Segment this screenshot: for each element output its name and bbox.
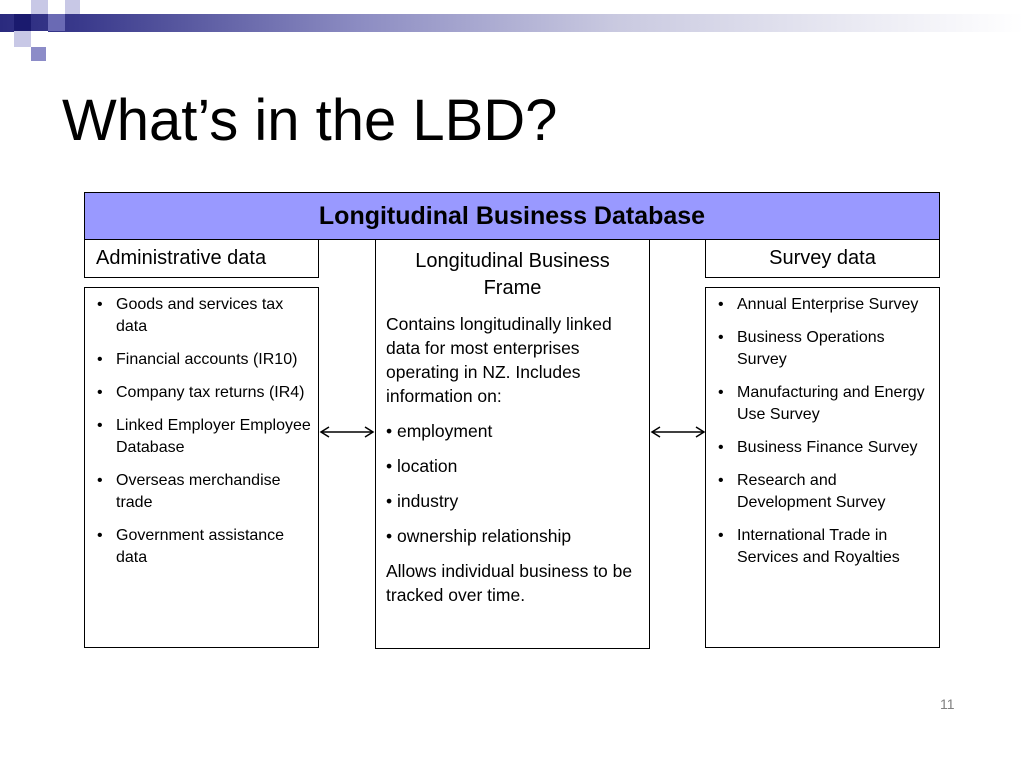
list-item: • Company tax returns (IR4) xyxy=(95,382,312,404)
double-arrow-right xyxy=(650,425,706,439)
list-item: • Annual Enterprise Survey xyxy=(716,294,933,316)
frame-point: • location xyxy=(386,456,458,476)
survey-data-list xyxy=(716,294,933,569)
decor-square xyxy=(48,14,65,31)
database-header: Longitudinal Business Database xyxy=(84,192,940,240)
decor-square xyxy=(14,14,31,31)
admin-data-list xyxy=(95,294,312,569)
frame-intro: Contains longitudinally linked data for most enterprises operating in NZ. Includes information on: xyxy=(386,314,612,406)
list-item: • International Trade in Services and Royalties xyxy=(716,525,933,569)
frame-point: • employment xyxy=(386,421,493,441)
frame-point: • ownership relationship xyxy=(386,526,572,546)
decor-square xyxy=(31,31,48,47)
decor-square xyxy=(31,0,48,14)
list-item: • Goods and services tax data xyxy=(95,294,312,338)
list-item: • Business Operations Survey xyxy=(716,327,933,371)
list-item: • Overseas merchandise trade xyxy=(95,470,312,514)
decor-square xyxy=(31,47,46,61)
list-item: • Government assistance data xyxy=(95,525,312,569)
frame-outro: Allows individual business to be tracked over time. xyxy=(386,561,633,605)
list-item: • Research and Development Survey xyxy=(716,470,933,514)
double-arrow-left xyxy=(319,425,375,439)
list-item: • Linked Employer Employee Database xyxy=(95,415,312,459)
header-gradient-band xyxy=(0,14,1024,32)
survey-data-heading: Survey data xyxy=(705,239,940,278)
survey-data-list-box xyxy=(705,287,940,648)
business-frame-title: Longitudinal Business Frame xyxy=(415,250,610,299)
list-item: • Financial accounts (IR10) xyxy=(95,349,312,371)
slide-title: What’s in the LBD? xyxy=(62,88,558,153)
page-number: 11 xyxy=(940,696,955,712)
decor-square xyxy=(65,0,80,14)
decor-square xyxy=(14,31,31,47)
list-item: • Manufacturing and Energy Use Survey xyxy=(716,382,933,426)
frame-point: • industry xyxy=(386,491,459,511)
admin-data-heading: Administrative data xyxy=(84,239,319,278)
list-item: • Business Finance Survey xyxy=(716,437,933,459)
admin-data-list-box xyxy=(84,287,319,648)
business-frame-box xyxy=(375,239,650,649)
